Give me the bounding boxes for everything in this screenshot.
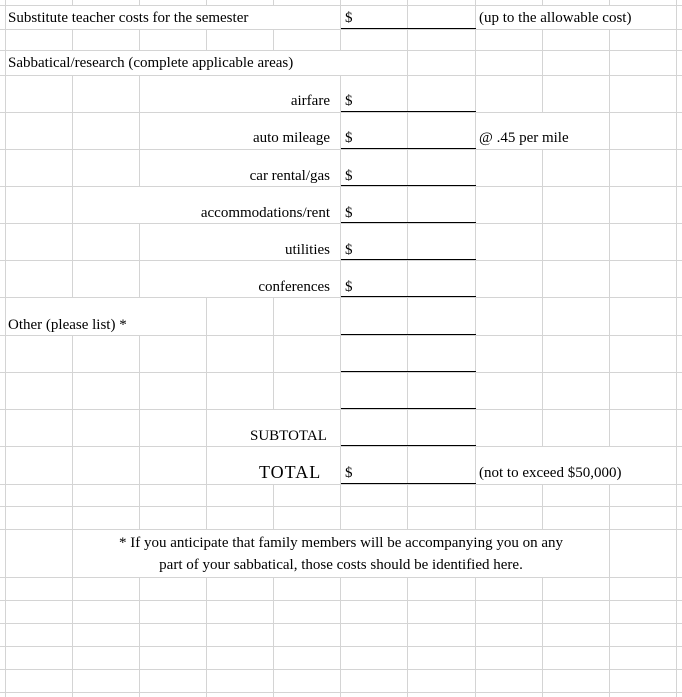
grid-row-line bbox=[0, 372, 682, 373]
airfare-amount-line[interactable] bbox=[341, 111, 476, 112]
substitute-dollar-sign: $ bbox=[345, 10, 353, 26]
grid-row-line bbox=[0, 577, 682, 578]
total-note: (not to exceed $50,000) bbox=[479, 465, 622, 481]
subtotal-label: SUBTOTAL bbox=[250, 428, 327, 444]
other-amount-line-3[interactable] bbox=[341, 408, 476, 409]
grid-row-line bbox=[0, 149, 682, 150]
grid-row-line bbox=[0, 223, 682, 224]
subtotal-amount-line[interactable] bbox=[341, 445, 476, 446]
grid-column-line bbox=[609, 0, 610, 697]
auto-mileage-dollar-sign: $ bbox=[345, 130, 353, 146]
grid-row-line bbox=[0, 623, 682, 624]
accommodations-amount-line[interactable] bbox=[341, 222, 476, 223]
substitute-label: Substitute teacher costs for the semester bbox=[8, 10, 249, 26]
car-rental-dollar-sign: $ bbox=[345, 168, 353, 184]
grid-column-line bbox=[407, 0, 408, 697]
substitute-amount-line[interactable] bbox=[341, 28, 476, 29]
auto-mileage-amount-line[interactable] bbox=[341, 148, 476, 149]
auto-mileage-note: @ .45 per mile bbox=[479, 130, 569, 146]
grid-row-line bbox=[0, 260, 682, 261]
grid-row-line bbox=[0, 75, 682, 76]
other-label: Other (please list) * bbox=[8, 317, 127, 333]
grid-column-line bbox=[72, 0, 73, 697]
sabbatical-header: Sabbatical/research (complete applicable areas) bbox=[8, 55, 294, 71]
grid-column-line bbox=[475, 0, 476, 697]
grid-row-line bbox=[0, 484, 682, 485]
airfare-dollar-sign: $ bbox=[345, 93, 353, 109]
grid-row-line bbox=[0, 506, 682, 507]
grid-row-line bbox=[0, 600, 682, 601]
auto-mileage-label: auto mileage bbox=[252, 130, 330, 146]
total-dollar-sign: $ bbox=[345, 465, 353, 481]
grid-row-line bbox=[0, 409, 682, 410]
other-amount-line-1[interactable] bbox=[341, 334, 476, 335]
footnote-line-1: * If you anticipate that family members will be accompanying you on any bbox=[118, 535, 564, 551]
other-amount-line-2[interactable] bbox=[341, 371, 476, 372]
footnote bbox=[73, 532, 609, 576]
substitute-note: (up to the allowable cost) bbox=[479, 10, 632, 26]
utilities-label: utilities bbox=[285, 242, 330, 258]
grid-column-line bbox=[676, 0, 677, 697]
footnote-line-2: part of your sabbatical, those costs should be identified here. bbox=[159, 557, 523, 573]
conferences-amount-line[interactable] bbox=[341, 296, 476, 297]
grid-row-line bbox=[0, 335, 682, 336]
grid-row-line bbox=[0, 692, 682, 693]
grid-row-line bbox=[0, 646, 682, 647]
conferences-dollar-sign: $ bbox=[345, 279, 353, 295]
car-rental-label: car rental/gas bbox=[249, 168, 330, 184]
grid-column-line bbox=[5, 0, 6, 697]
car-rental-amount-line[interactable] bbox=[341, 185, 476, 186]
accommodations-label: accommodations/rent bbox=[200, 205, 330, 221]
total-label: TOTAL bbox=[259, 462, 322, 482]
total-amount-line[interactable] bbox=[341, 483, 476, 484]
airfare-label: airfare bbox=[290, 93, 330, 109]
utilities-amount-line[interactable] bbox=[341, 259, 476, 260]
accommodations-dollar-sign: $ bbox=[345, 205, 353, 221]
grid-row-line bbox=[0, 669, 682, 670]
utilities-dollar-sign: $ bbox=[345, 242, 353, 258]
grid-row-line bbox=[0, 29, 682, 30]
grid-column-line bbox=[340, 0, 341, 697]
conferences-label: conferences bbox=[258, 279, 330, 295]
grid-column-line bbox=[542, 0, 543, 697]
